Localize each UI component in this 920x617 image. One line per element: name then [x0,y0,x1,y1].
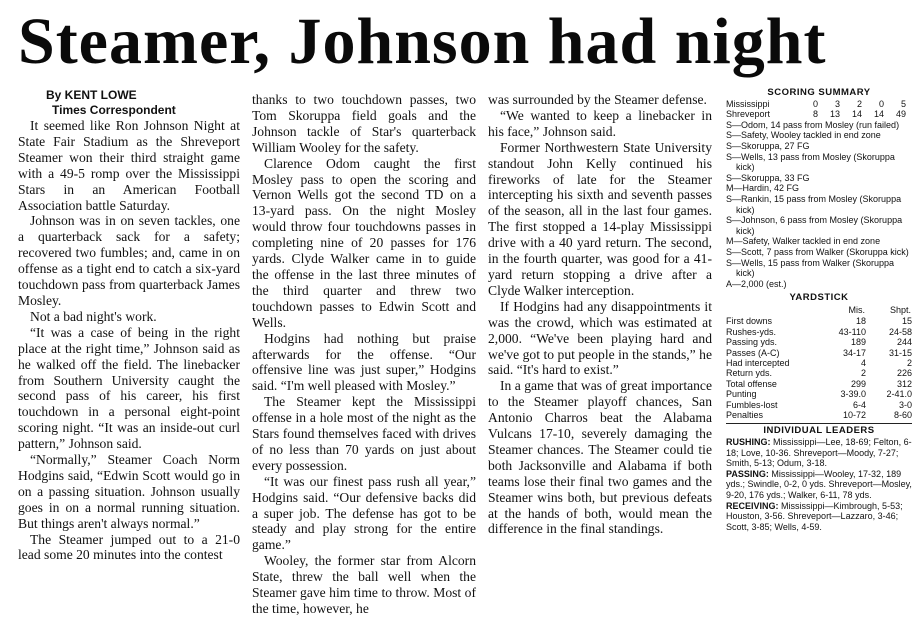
paragraph: Johnson was in on seven tackles, one a quarterback sack for a safety; recovered two fumbles; and, came in on offense as a tight end to catch a six-yard touchdown pass from quarterback James Mosley. [18,213,240,308]
yardstick-mis: 18 [855,316,866,327]
yardstick-label: Passing yds. [726,337,778,348]
yardstick-label: Fumbles-lost [726,399,778,410]
yardstick-mis: 10-72 [842,409,866,420]
scoring-play: S—Johnson, 6 pass from Mosley (Skoruppa kick) [726,215,903,236]
quarter-score: 13 [829,109,840,120]
col-header: Mis. [848,304,865,315]
article-column-1 [18,88,240,563]
yardstick-shpt: 3-0 [898,399,912,410]
yardstick-label: Total offense [726,378,777,389]
receiving-text: Mississippi—Kimbrough, 5-53; Houston, 3-56. Shreveport—Lazzaro, 3-46; Scott, 3-85; Wells, 4-59. [726,500,903,532]
yardstick-title: YARDSTICK [789,292,849,304]
yardstick-header-row [726,304,912,316]
quarter-score: 2 [856,98,862,109]
passing-leaders [726,469,912,501]
scoring-play: M—Hardin, 42 FG [726,183,800,194]
yardstick-mis: 4 [860,357,866,368]
yardstick-label: Return yds. [726,368,773,379]
paragraph: Not a bad night's work. [30,308,157,324]
team-name: Shreveport [726,109,771,120]
yardstick-label: Punting [726,389,757,400]
scoring-play: M—Safety, Walker tackled in end zone [726,236,881,247]
yardstick-row [726,400,912,410]
scoring-play: S—Odom, 14 pass from Mosley (run failed) [726,119,900,130]
scoring-play: S—Wells, 15 pass from Walker (Skoruppa kick) [726,257,895,279]
quarter-score: 8 [812,109,818,120]
yardstick-shpt: 24-58 [888,326,912,337]
scoring-play: S—Scott, 7 pass from Walker (Skoruppa kick) [726,246,909,257]
scoring-summary-title: SCORING SUMMARY [767,87,871,98]
yardstick-row [726,379,912,389]
yardstick-row [726,348,912,358]
quarter-score: 0 [878,98,884,109]
rushing-text: Mississippi—Lee, 18-69; Felton, 6-18; Love, 10-36. Shreveport—Moody, 7-27; Smith, 5-13; Odum, 3-18. [726,436,912,469]
box-score [726,88,912,532]
yardstick-shpt: 15 [901,316,912,327]
yardstick-shpt: 312 [896,378,912,389]
yardstick-shpt: 31-15 [888,347,912,358]
byline [18,88,240,118]
yardstick-row [726,316,912,326]
scoring-plays [726,120,912,290]
team-name: Mississippi [726,98,770,109]
passing-label: PASSING: [726,468,769,479]
total-score: 5 [900,98,906,109]
paragraph: Former Northwestern State University standout John Kelly continued his fireworks of late for the Steamer intercepting his sixth and seventh passes of the season, all in the last four games. The first stopped a 14-play Mississippi drive with a 40 yard return. The second, in the fourth quarter, was good for a 41-yard return stopping a drive after a Clyde Walker interception. [488,139,712,298]
col-header: Shpt. [889,304,911,315]
receiving-leaders [726,501,912,533]
paragraph: “Normally,” Steamer Coach Norm Hodgins said, “Edwin Scott would go in on a passing situation. Johnson usually goes in on a normal running situation. But things aren't always normal.” [18,452,240,531]
yardstick-row [726,327,912,337]
yardstick-shpt: 226 [896,368,912,379]
yardstick-mis: 34-17 [842,347,866,358]
paragraph: In a game that was of great importance to the Steamer playoff chances, San Antonio Charros beat the Alabama Vulcans 17-10, severely damaging the Steamer chances. The Steamer could tie both Jacksonville and Alabama if both teams lose their final two games and the Steamer wins both, but previous defeats at the hands of both, would mean the difference in the final standings. [488,378,712,537]
yardstick-mis: 299 [850,378,866,389]
yardstick-row [726,337,912,347]
receiving-label: RECEIVING: [726,500,779,511]
quarter-score: 14 [873,109,884,120]
yardstick-table [726,304,912,420]
paragraph: Wooley, the former star from Alcorn State, threw the ball well when the Steamer gave him time to throw. Most of the time, however, he [252,553,476,616]
paragraph: “It was our finest pass rush all year,” Hodgins said. “Our defensive backs did a super job. The defense has got to be steady and play strong for the entire game.” [252,473,476,553]
yardstick-label: Rushes-yds. [726,326,777,337]
paragraph: “It was a case of being in the right place at the right time,” Johnson said as he walked off the field. The linebacker from Southern University caught the second pass of his career, his first touchdown in a personal eight-point scoring night. “It was an inside-out curl pattern,” Johnson said. [18,324,240,452]
paragraph: If Hodgins had any disappointments it was the crowd, which was estimated at 2,000. “We've been playing hard and we've got to put people in the stands,” he said. “It's hard to exist.” [488,298,712,378]
yardstick-shpt: 8-60 [893,409,912,420]
yardstick-shpt: 244 [896,337,912,348]
article-column-2 [252,92,476,617]
individual-leaders [726,423,912,532]
quarter-score: 0 [812,98,818,109]
paragraph: The Steamer kept the Mississippi offense in a hole most of the night as the Stars found themselves faced with drives of no less than 70 yards on just about every possession. [252,394,476,473]
paragraph: The Steamer jumped out to a 21-0 lead some 20 minutes into the contest [18,531,240,563]
yardstick-mis: 2 [860,368,866,379]
yardstick-mis: 189 [850,337,866,348]
paragraph: thanks to two touchdown passes, two Tom Skoruppa field goals and the Johnson tackle of Star's quarterback William Wooley for the safety. [252,92,476,155]
headline: Steamer, Johnson had night [18,5,827,78]
yardstick-shpt: 2-41.0 [886,389,912,400]
yardstick-label: Penalties [726,409,764,420]
paragraph: Hodgins had nothing but praise afterwards for the offense. “Our offensive line was just super,” Hodgins said. “I'm well pleased with Mosley.” [252,330,476,394]
scoring-play: S—Rankin, 15 pass from Mosley (Skoruppa kick) [726,193,902,215]
yardstick-row [726,410,912,420]
total-score: 49 [895,109,906,120]
attendance: A—2,000 (est.) [726,278,787,289]
quarter-score: 14 [851,109,862,120]
yardstick-mis: 43-110 [838,326,866,337]
rushing-leaders [726,437,912,469]
scoring-play: S—Wells, 13 pass from Mosley (Skoruppa kick) [726,151,895,173]
paragraph: It seemed like Ron Johnson Night at State Fair Stadium as the Shreveport Steamer won their third straight game with a 49-5 romp over the Mississippi Stars in an American Football Association battle Saturday. [18,118,240,213]
yardstick-row [726,389,912,399]
paragraph: Clarence Odom caught the first Mosley pass to open the scoring and Vernon Wells got the second TD on a 13-yard pass. On the night Mosley would throw four touchdowns passes in completing nine of 20 passes for 176 yards. Clyde Walker came in to guide the offense in the last three minutes of the third quarter and threw two touchdown passes to Edwin Scott and Wells. [252,155,476,330]
leaders-title: INDIVIDUAL LEADERS [763,425,875,437]
byline-role: Times Correspondent [52,103,176,117]
scoring-play: S—Skoruppa, 33 FG [726,172,810,183]
scoring-play: S—Safety, Wooley tackled in end zone [726,130,881,141]
paragraph: was surrounded by the Steamer defense. [488,92,707,107]
byline-author: By KENT LOWE [46,88,137,102]
passing-text: Mississippi—Wooley, 17-32, 189 yds.; Swindle, 0-2, 0 yds. Shreveport—Mosley, 9-20, 176 yds.; Walker, 6-11, 78 yds. [726,468,912,500]
paragraph: “We wanted to keep a linebacker in his face,” Johnson said. [488,107,712,139]
yardstick-label: First downs [726,316,773,327]
score-row [726,109,912,120]
yardstick-label: Had intercepted [726,357,790,368]
yardstick-row [726,358,912,368]
rushing-label: RUSHING: [726,436,771,447]
yardstick-shpt: 2 [906,357,912,368]
score-row [726,99,912,110]
scoring-play: S—Skoruppa, 27 FG [726,140,810,151]
article-column-3 [488,92,712,537]
yardstick-row [726,368,912,378]
quarter-score: 3 [834,98,840,109]
yardstick-mis: 3-39.0 [840,389,866,400]
yardstick-label: Passes (A-C) [726,347,780,358]
yardstick-mis: 6-4 [852,399,866,410]
